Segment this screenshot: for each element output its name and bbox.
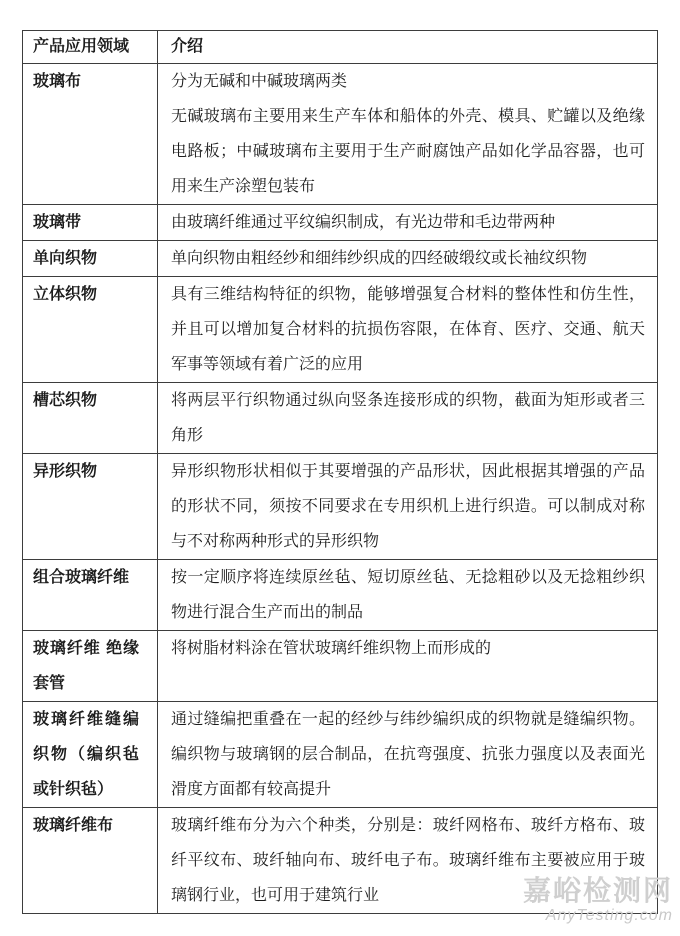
description-paragraph: 单向织物由粗经纱和细纬纱织成的四经破缎纹或长袖纹织物 [171, 250, 588, 267]
product-field-cell: 槽芯织物 [23, 383, 158, 454]
description-cell [158, 702, 658, 808]
description-paragraph: 按一定顺序将连续原丝毡、短切原丝毡、无捻粗砂以及无捻粗纱织物进行混合生产而出的制品 [171, 569, 645, 621]
description-cell [158, 383, 658, 454]
table-row [23, 64, 658, 205]
description-cell [158, 560, 658, 631]
description-paragraph: 异形织物形状相似于其要增强的产品形状，因此根据其增强的产品的形状不同，须按不同要求在专用织机上进行织造。可以制成对称与不对称两种形式的异形织物 [171, 463, 645, 550]
description-paragraph: 通过缝编把重叠在一起的经纱与纬纱编织成的织物就是缝编织物。编织物与玻璃钢的层合制品，在抗弯强度、抗张力强度以及表面光滑度方面都有较高提升 [171, 711, 645, 798]
description-paragraph: 由玻璃纤维通过平纹编织制成，有光边带和毛边带两种 [171, 214, 556, 231]
table-row [23, 560, 658, 631]
description-cell [158, 241, 658, 277]
product-field-cell: 组合玻璃纤维 [23, 560, 158, 631]
product-field-cell: 玻璃纤维布 [23, 808, 158, 914]
description-paragraph: 将两层平行织物通过纵向竖条连接形成的织物，截面为矩形或者三角形 [171, 392, 645, 444]
description-cell [158, 808, 658, 914]
description-cell [158, 205, 658, 241]
table-row [23, 383, 658, 454]
watermark-site-name: 嘉峪检测网 [522, 875, 673, 906]
product-application-table [22, 30, 658, 914]
header-intro: 介绍 [158, 31, 658, 64]
table-row [23, 808, 658, 914]
table-header-row [23, 31, 658, 64]
description-paragraph: 无碱玻璃布主要用来生产车体和船体的外壳、模具、贮罐以及绝缘电路板；中碱玻璃布主要用于生产耐腐蚀产品如化学品容器，也可用来生产涂塑包装布 [171, 108, 645, 195]
description-paragraph: 玻璃纤维布分为六个种类，分别是：玻纤网格布、玻纤方格布、玻纤平纹布、玻纤轴向布、玻纤电子布。玻璃纤维布主要被应用于玻璃钢行业，也可用于建筑行业 [171, 817, 645, 904]
table-row [23, 631, 658, 702]
product-field-cell: 立体织物 [23, 277, 158, 383]
description-cell [158, 277, 658, 383]
description-cell [158, 631, 658, 702]
product-field-cell: 玻璃布 [23, 64, 158, 205]
product-field-cell: 单向织物 [23, 241, 158, 277]
table-row [23, 241, 658, 277]
product-field-cell: 玻璃纤维缝编织物（编织毡或针织毡） [23, 702, 158, 808]
header-product-field: 产品应用领域 [23, 31, 158, 64]
table-row [23, 702, 658, 808]
table-row [23, 205, 658, 241]
table-row [23, 277, 658, 383]
description-paragraph: 分为无碱和中碱玻璃两类 [171, 73, 348, 90]
watermark-site-domain: AnyTesting.com [545, 907, 673, 924]
description-cell [158, 454, 658, 560]
product-field-cell: 异形织物 [23, 454, 158, 560]
product-field-cell: 玻璃纤维 绝缘套管 [23, 631, 158, 702]
product-field-cell: 玻璃带 [23, 205, 158, 241]
description-cell [158, 64, 658, 205]
description-paragraph: 具有三维结构特征的织物，能够增强复合材料的整体性和仿生性，并且可以增加复合材料的抗损伤容限，在体育、医疗、交通、航天军事等领域有着广泛的应用 [171, 286, 645, 373]
description-paragraph: 将树脂材料涂在管状玻璃纤维织物上而形成的 [171, 640, 492, 657]
table-row [23, 454, 658, 560]
